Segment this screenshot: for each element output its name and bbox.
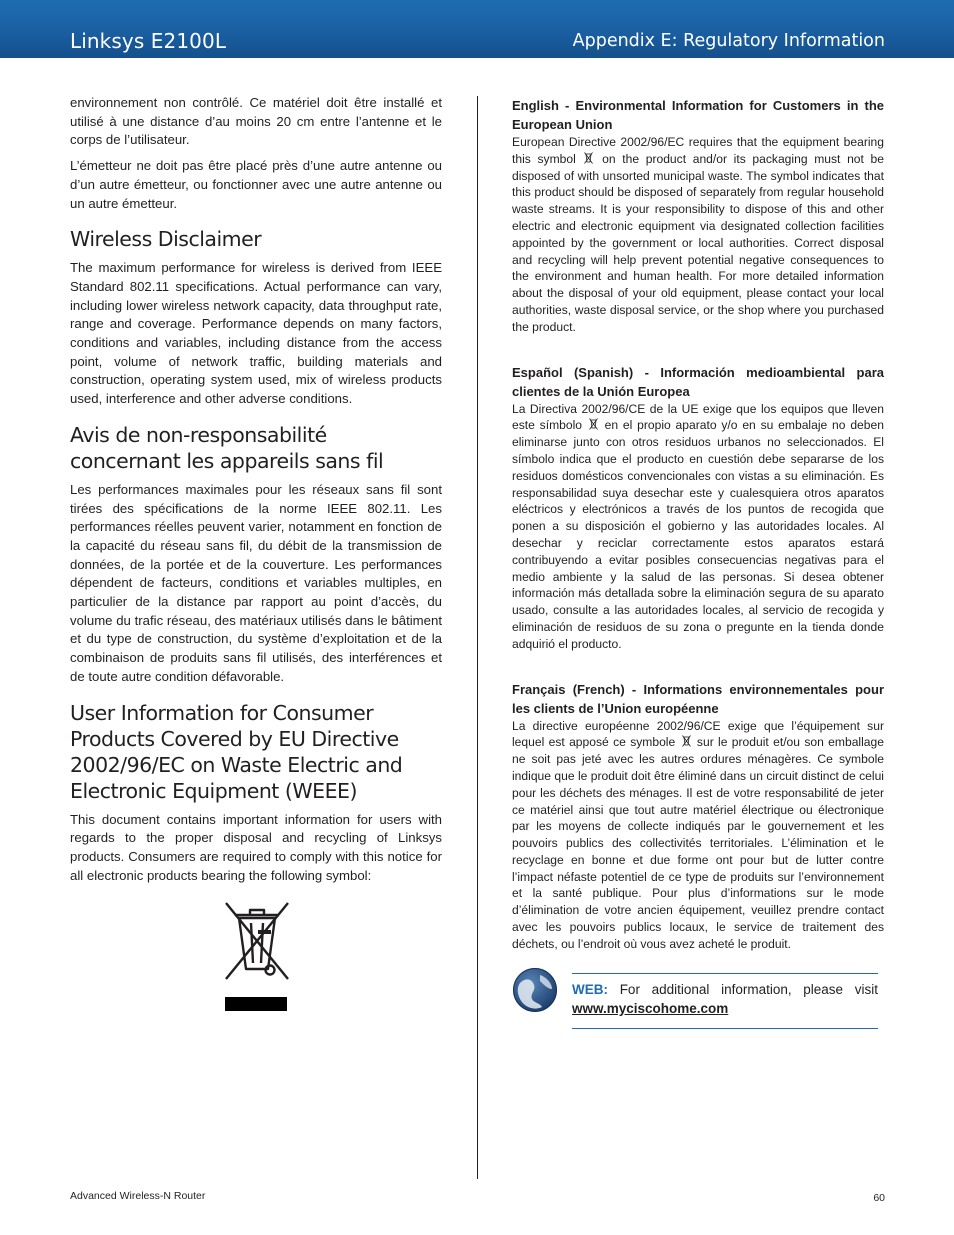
bin-icon [589, 418, 598, 430]
weee-bar [225, 997, 287, 1011]
heading-french: Français (French) - Informations environnementales pour les clients de l’Union européenne [512, 681, 884, 716]
left-column [70, 94, 442, 1019]
paragraph-english: European Directive 2002/96/EC requires that the equipment bearing this symbol on the product and/or its packaging must not be disposed of with unsorted municipal waste. The symbol indicates that this product should be disposed of separately from regular household waste streams. It is your responsibility to dispose of this and other electric and electronic equipment via designated collection facilities appointed by the government or local authorities. Correct disposal and recycling will help prevent potential negative consequences to the environment and human health. For more detailed information about the disposal of your old equipment, please contact your local authorities, waste disposal service, or the shop where you purchased the product. [512, 135, 884, 334]
heading-wireless-disclaimer: Wireless Disclaimer [70, 227, 262, 252]
footer-product-line: Advanced Wireless-N Router [70, 1190, 206, 1202]
heading-avis: Avis de non-responsabilité concernant les appareils sans fil [70, 422, 384, 473]
paragraph-spanish: La Directiva 2002/96/CE de la UE exige que los equipos que lleven este símbolo en el propio aparato y/o en su embalaje no deben eliminarse junto con otros residuos urbanos no seleccionados. El símbolo indica que el producto en cuestión debe separarse de los residuos domésticos convencionales con vistas a su eliminación. Es responsabilidad suya desechar este y cualesquiera otros aparatos eléctricos y electrónicos a través de los puntos de recogida que ponen a su disposición el gobierno y las autoridades locales. Al desechar y reciclar correctamente estos aparatos estará contribuyendo a evitar posibles consecuencias negativas para el medio ambiente y la salud de las personas. Si desea obtener información más detallada sobre la eliminación segura de su aparato usado, consulte a las autoridades locales, al servicio de recogida y eliminación de residuos de su zona o pregunte en la tienda donde adquirió el producto. [512, 401, 884, 651]
web-description: For additional information, please visit [619, 981, 878, 997]
callout-rule-top [572, 973, 878, 974]
heading-english: English - Environmental Information for Customers in the European Union [512, 98, 884, 132]
paragraph-environment: environnement non contrôlé. Ce matériel doit être installé et utilisé à une distance d’au moins 20 cm entre l’antenne et le corps de l’utilisateur. [70, 95, 442, 148]
paragraph-wireless-disclaimer: The maximum performance for wireless is derived from IEEE Standard 802.11 specifications. Actual performance can vary, including lower wireless network capacity, data throughput rate, range and coverage. Performance depends on many factors, conditions and variables, including distance from the access point, volume of network traffic, building materials and construction, operating system used, mix of wireless products used, interference and other adverse conditions. [70, 260, 442, 407]
paragraph-weee: This document contains important information for users with regards to the proper disposal and recycling of Linksys products. Consumers are required to comply with this notice for all electronic products bearing the following symbol: [70, 811, 442, 883]
section-title: Appendix E: Regulatory Information [572, 31, 885, 51]
page-header [0, 0, 954, 58]
web-callout [512, 973, 884, 1033]
web-text [572, 980, 878, 1018]
bin-icon [682, 735, 691, 747]
callout-rule-bottom [572, 1028, 878, 1029]
web-label: WEB: [572, 981, 608, 997]
right-column [512, 96, 884, 1033]
paragraph-emetteur: L’émetteur ne doit pas être placé près d’une autre antenne ou d’un autre émetteur, ou fonctionner avec une autre antenne ou un autre émetteur. [70, 158, 442, 211]
paragraph-avis: Les performances maximales pour les réseaux sans fil sont tirées des spécifications de la norme IEEE 802.11. Les performances réelles peuvent varier, notamment en fonction de la capacité du réseau sans fil, du débit de la transmission de données, de la portée et de la couverture. Les performances dépendent de facteurs, conditions et variables multiples, en particulier de la distance par rapport au point d’accès, du volume du trafic réseau, des matériaux utilisés dans le bâtiment et du type de construction, du système d’exploitation et de la combinaison de produits sans fil utilisés, des interférences et de toute autre condition défavorable. [70, 481, 442, 684]
product-title: Linksys E2100L [70, 29, 227, 53]
heading-weee: User Information for Consumer Products Covered by EU Directive 2002/96/EC on Waste Electric and Electronic Equipment (WEEE) [70, 700, 403, 803]
support-link[interactable]: www.myciscohome.com [572, 1000, 729, 1016]
heading-spanish: Español (Spanish) - Información medioambiental para clientes de la Unión Europea [512, 364, 884, 399]
column-divider [477, 96, 478, 1179]
page-number: 60 [873, 1192, 885, 1204]
crossed-bin-icon [220, 899, 294, 983]
bin-icon [584, 152, 593, 164]
paragraph-french: La directive européenne 2002/96/CE exige que l’équipement sur lequel est apposé ce symbole sur le produit et/ou son emballage ne soit pas jeté avec les autres ordures ménagères. Ce symbole indique que le produit doit être éliminé dans un circuit distinct de celui pour les déchets des ménages. Il est de votre responsabilité de jeter ce matériel ainsi que tout autre matériel électrique ou électronique par les moyens de collecte indiqués par le gouvernement et les pouvoirs publics des collectivités territoriales. L’élimination et le recyclage en bonne et due forme ont pour but de lutter contre l’impact néfaste potentiel de ce type de produits sur l’environnement et la santé publique. Pour plus d’informations sur le mode d’élimination de votre ancien équipement, veuillez prendre contact avec les pouvoirs publics locaux, le service de traitement des déchets, ou l’endroit où vous avez acheté le produit. [512, 718, 884, 951]
weee-symbol [70, 899, 442, 1019]
globe-icon [512, 967, 558, 1013]
